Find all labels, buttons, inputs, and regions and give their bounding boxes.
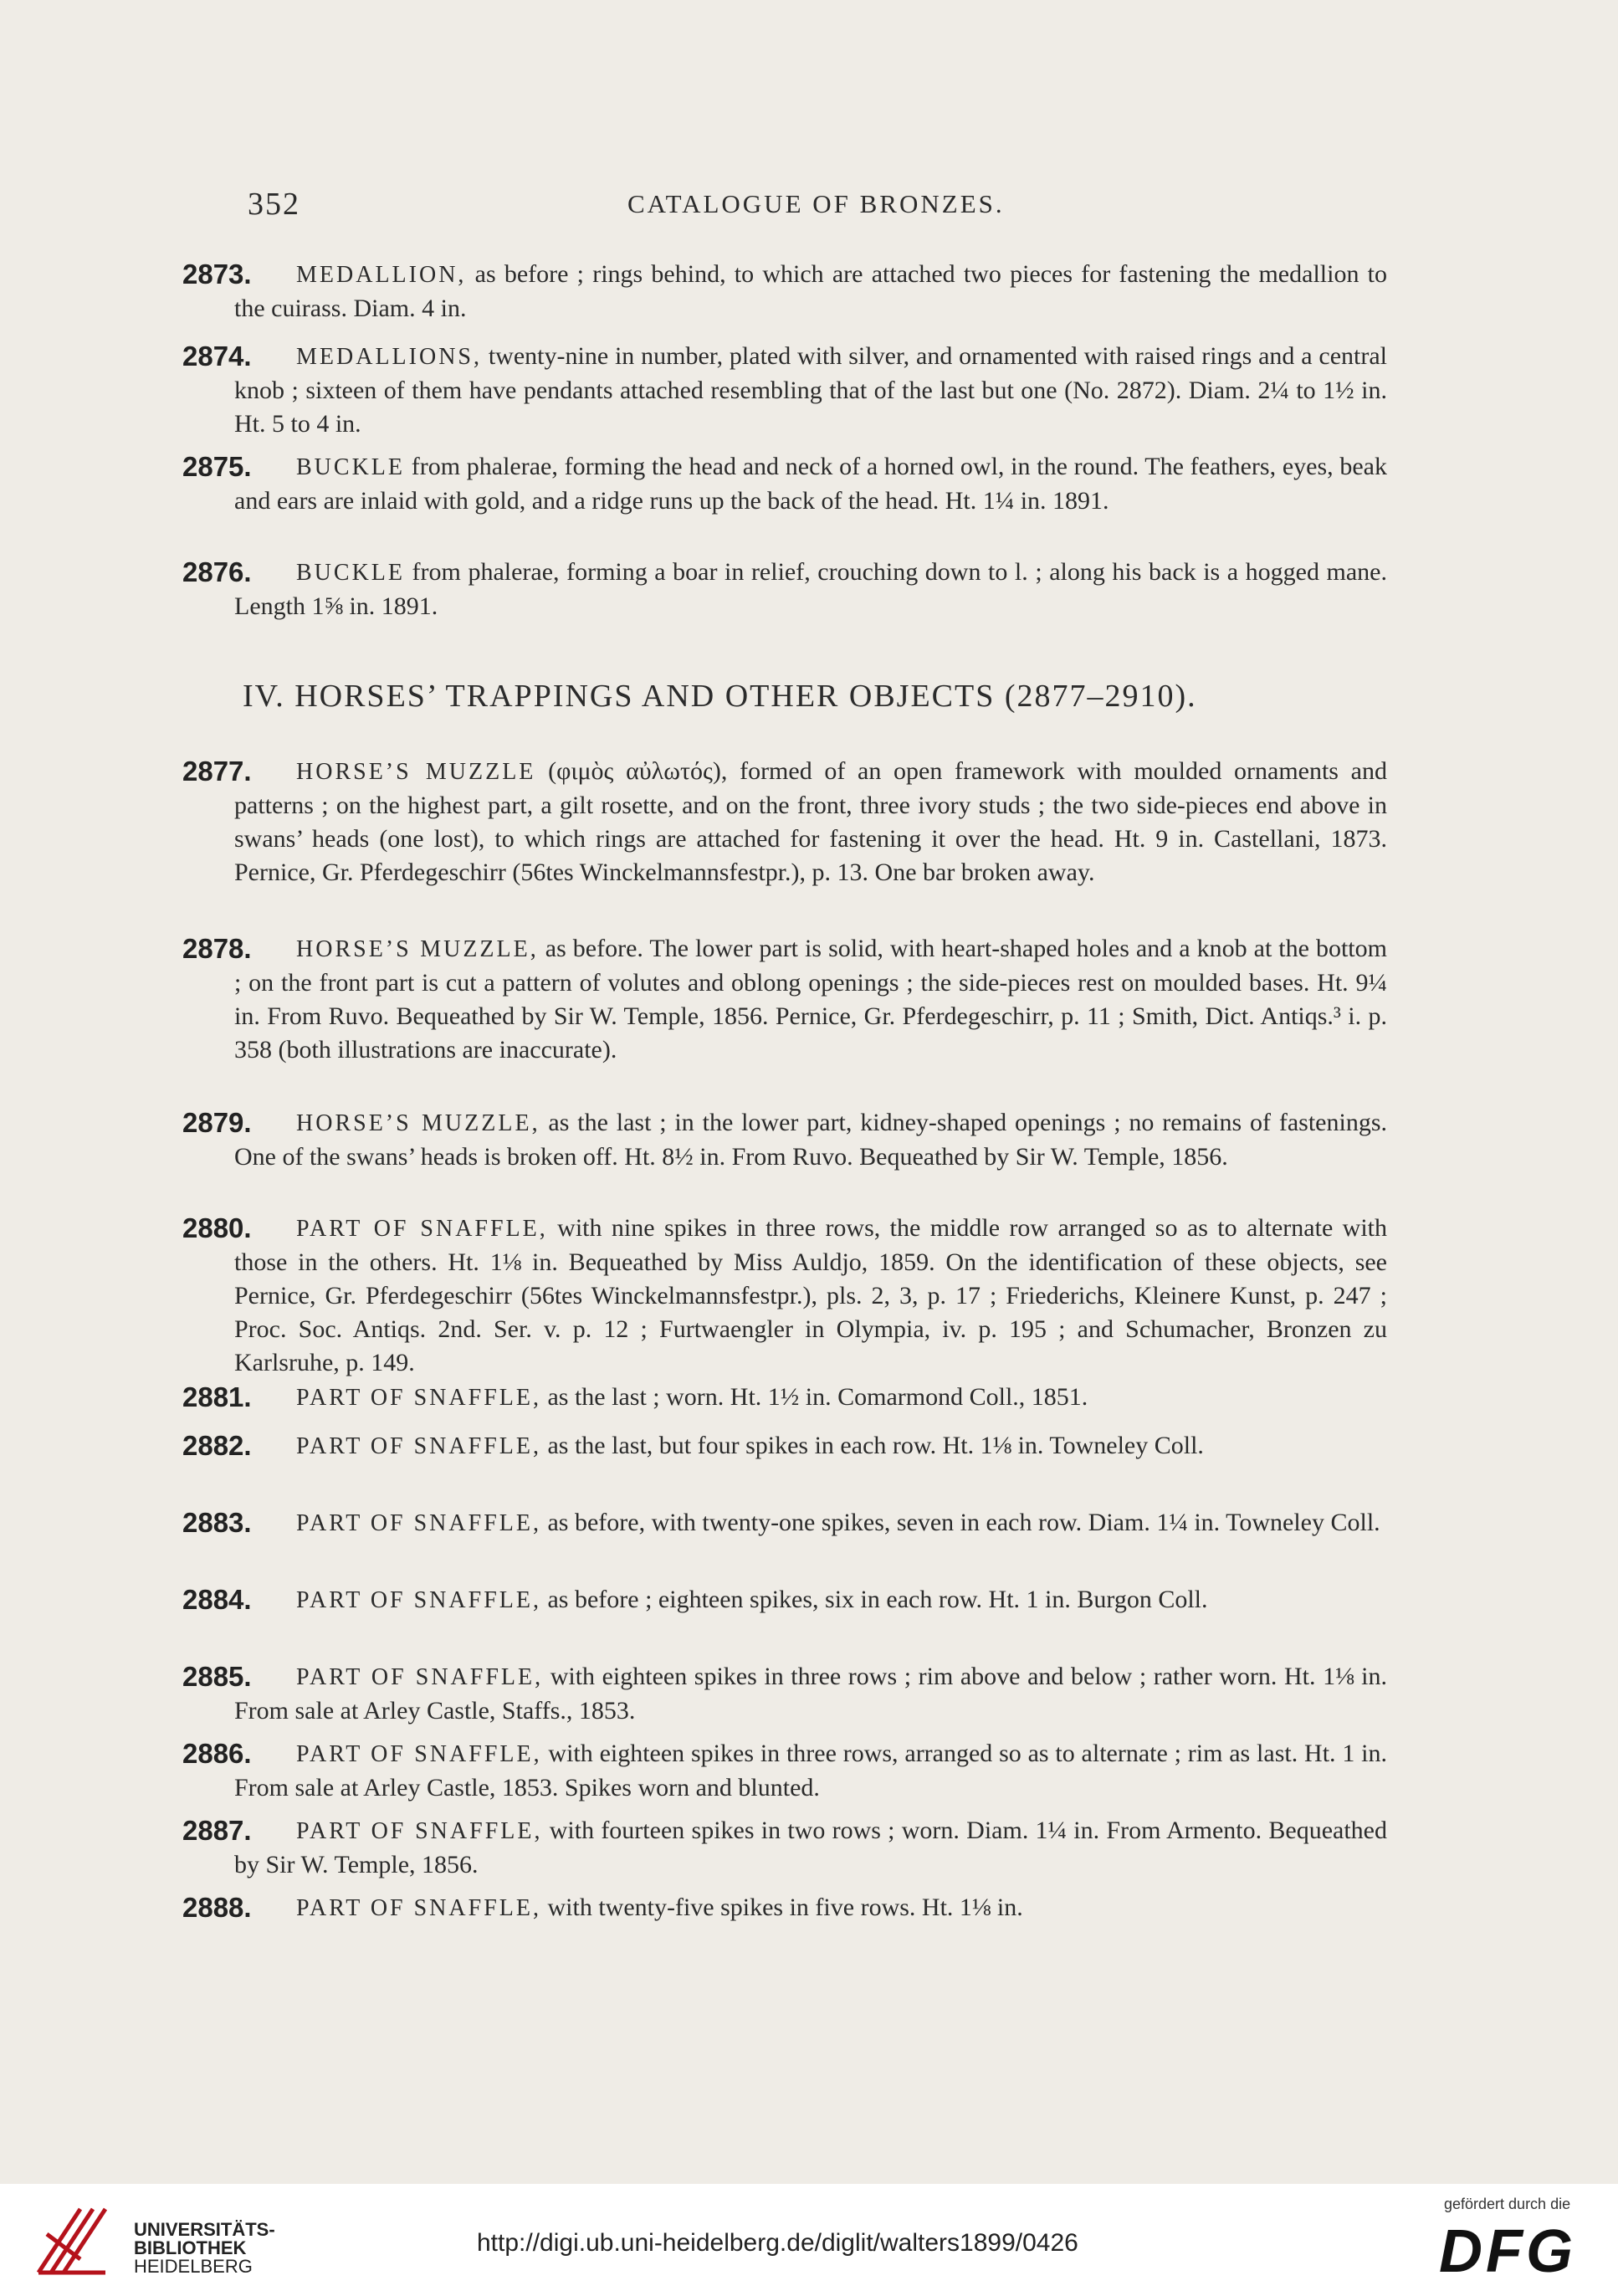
entry-number: 2883. [182,1507,252,1538]
entry-number: 2886. [182,1738,252,1769]
page-number: 352 [248,187,300,222]
entry-lead: PART OF SNAFFLE, [296,1510,541,1536]
entry-text [234,1381,1387,1415]
entry-number: 2877. [182,756,252,787]
entry-lead: MEDALLION, [296,262,467,288]
entry-text [234,1583,1387,1617]
entry-text [234,340,1387,441]
entry-text [234,556,1387,623]
catalogue-entry-2882 [182,1429,1387,1463]
entry-body: with fourteen spikes in two rows ; worn. Diam. 1¼ in. From Armento. Bequeathed by Sir W. Temple, 1856. [234,1817,1387,1878]
library-name [134,2221,275,2276]
entry-body: as the last ; worn. Ht. 1½ in. Comarmond Coll., 1851. [540,1383,1088,1411]
entry-lead: PART OF SNAFFLE, [296,1895,541,1921]
entry-body: with eighteen spikes in three rows, arranged so as to alternate ; rim as last. Ht. 1 in. From sale at Arley Castle, 1853. Spikes worn and blunted. [234,1740,1387,1801]
entry-lead: HORSE’S MUZZLE, [296,936,539,962]
catalogue-entry-2884 [182,1583,1387,1617]
library-logo-icon [30,2201,114,2281]
catalogue-entry-2879 [182,1106,1387,1174]
entry-lead: PART OF SNAFFLE, [296,1587,541,1613]
dfg-logo: DFG [1439,2218,1576,2285]
catalogue-entry-2875 [182,450,1387,518]
catalogue-entry-2887 [182,1814,1387,1882]
entry-text [234,1212,1387,1380]
entry-lead: PART OF SNAFFLE, [296,1216,548,1242]
entry-body: with nine spikes in three rows, the middle row arranged so as to alternate with those in the others. Ht. 1⅛ in. Bequeathed by Miss Auldjo, 1859. On the identification of these objects, see Pernice, Gr. Pferdegeschirr (56tes Winckelmannsfestpr.), pls. 2, 3, p. 17 ; Friederichs, Kleinere Kunst, p. 247 ; Proc. Soc. Antiqs. 2nd. Ser. v. p. 12 ; Furtwaengler in Olympia, iv. p. 195 ; and Schumacher, Bronzen zu Karlsruhe, p. 149. [234,1214,1387,1376]
entry-lead: PART OF SNAFFLE, [296,1818,543,1844]
entry-text [234,1506,1387,1540]
catalogue-entry-2885 [182,1660,1387,1728]
entry-number: 2879. [182,1107,252,1138]
catalogue-entry-2878 [182,932,1387,1067]
entry-text [234,1106,1387,1174]
library-name-line: BIBLIOTHEK [134,2237,247,2258]
funded-by-label: gefördert durch die [1444,2196,1571,2212]
running-head [248,186,1419,228]
entry-text [234,1737,1387,1805]
entry-text [234,258,1387,325]
catalogue-entry-2881 [182,1381,1387,1415]
catalogue-entry-2888 [182,1891,1387,1925]
library-name-line: HEIDELBERG [134,2256,253,2277]
entry-number: 2884. [182,1584,252,1615]
entry-text [234,1814,1387,1882]
entry-number: 2885. [182,1661,252,1692]
entry-lead: BUCKLE [296,560,405,586]
digitization-footer [0,2184,1618,2296]
page-title: CATALOGUE OF BRONZES. [627,189,1005,218]
catalogue-entry-2883 [182,1506,1387,1540]
entry-text [234,1660,1387,1728]
entry-body: with twenty-five spikes in five rows. Ht. 1⅛ in. [540,1894,1023,1921]
entry-number: 2888. [182,1892,252,1923]
entry-lead: MEDALLIONS, [296,344,482,370]
entry-body: (φιμὸς αὐλωτός), formed of an open framework with moulded ornaments and patterns ; on the highest part, a gilt rosette, and on the front, three ivory studs ; the two side-pieces end above in swans’ heads (one lost), to which rings are attached for fastening it over the head. Ht. 9 in. Castellani, 1873. Pernice, Gr. Pferdegeschirr (56tes Winckelmannsfestpr.), p. 13. One bar broken away. [234,757,1387,886]
entry-lead: BUCKLE [296,454,405,480]
catalogue-entry-2874 [182,340,1387,441]
section-heading: IV. HORSES’ TRAPPINGS AND OTHER OBJECTS (2877–2910). [243,679,1197,714]
entry-lead: PART OF SNAFFLE, [296,1433,541,1459]
entry-body: as before ; eighteen spikes, six in each row. Ht. 1 in. Burgon Coll. [540,1586,1208,1613]
entry-lead: PART OF SNAFFLE, [296,1741,542,1767]
entry-number: 2876. [182,556,252,587]
entry-number: 2881. [182,1381,252,1412]
entry-text [234,755,1387,889]
library-name-line: UNIVERSITÄTS- [134,2219,275,2240]
entry-number: 2875. [182,451,252,482]
entry-body: from phalerae, forming the head and neck of a horned owl, in the round. The feathers, eyes, beak and ears are inlaid with gold, and a ridge runs up the back of the head. Ht. 1¼ in. 1891. [234,453,1387,515]
entry-number: 2882. [182,1430,252,1461]
entry-number: 2873. [182,259,252,290]
entry-text [234,932,1387,1067]
catalogue-entry-2880 [182,1212,1387,1380]
permalink-url[interactable]: http://digi.ub.uni-heidelberg.de/diglit/walters1899/0426 [477,2229,1078,2257]
entry-body: as before, with twenty-one spikes, seven in each row. Diam. 1¼ in. Towneley Coll. [540,1509,1380,1536]
entry-body: twenty-nine in number, plated with silver, and ornamented with raised rings and a central knob ; sixteen of them have pendants attached resembling that of the last but one (No. 2872). Diam. 2¼ to 1½ in. Ht. 5 to 4 in. [234,342,1387,438]
entry-body: as before. The lower part is solid, with heart-shaped holes and a knob at the bottom ; on the front part is cut a pattern of volutes and oblong openings ; the side-pieces rest on moulded bases. Ht. 9¼ in. From Ruvo. Bequeathed by Sir W. Temple, 1856. Pernice, Gr. Pferdegeschirr, p. 11 ; Smith, Dict. Antiqs.³ i. p. 358 (both illustrations are inaccurate). [234,935,1387,1063]
entry-body: as the last, but four spikes in each row. Ht. 1⅛ in. Towneley Coll. [540,1432,1204,1459]
entry-number: 2880. [182,1212,252,1243]
entry-number: 2887. [182,1815,252,1846]
entry-text [234,1891,1387,1925]
entry-text [234,450,1387,518]
entry-body: from phalerae, forming a boar in relief, crouching down to l. ; along his back is a hogged mane. Length 1⅝ in. 1891. [234,558,1387,620]
catalogue-entry-2877 [182,755,1387,889]
catalogue-entry-2873 [182,258,1387,325]
catalogue-entry-2876 [182,556,1387,623]
entry-body: with eighteen spikes in three rows ; rim above and below ; rather worn. Ht. 1⅛ in. From sale at Arley Castle, Staffs., 1853. [234,1663,1387,1725]
entry-body: as before ; rings behind, to which are attached two pieces for fastening the medallion to the cuirass. Diam. 4 in. [234,260,1387,322]
entry-number: 2878. [182,933,252,964]
catalogue-entry-2886 [182,1737,1387,1805]
entry-lead: HORSE’S MUZZLE [296,759,536,785]
entry-number: 2874. [182,341,252,372]
entry-lead: PART OF SNAFFLE, [296,1385,541,1411]
entry-lead: HORSE’S MUZZLE, [296,1110,540,1136]
entry-text [234,1429,1387,1463]
entry-lead: PART OF SNAFFLE, [296,1664,544,1690]
entry-body: as the last ; in the lower part, kidney-shaped openings ; no remains of fastenings. One of the swans’ heads is broken off. Ht. 8½ in. From Ruvo. Bequeathed by Sir W. Temple, 1856. [234,1109,1387,1171]
